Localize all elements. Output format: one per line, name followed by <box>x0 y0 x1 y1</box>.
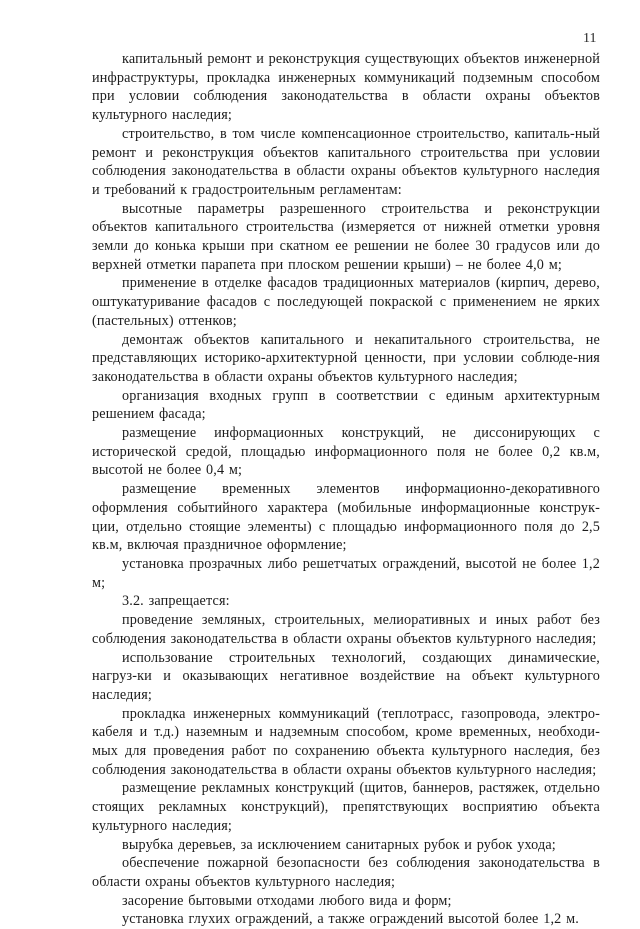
paragraph: размещение временных элементов информационно-декоративного оформления событийного характера (мобильные информационные конструк-ции, отдельно стоящие элементы) с площадью информационного поля до 2,5 кв.м, включая праздничное оформление; <box>92 481 600 554</box>
paragraph: капитальный ремонт и реконструкция существующих объектов инженерной инфраструктуры, прокладка инженерных коммуникаций подземным способом при условии соблюдения законодательства в области охраны объектов культурного наследия; <box>92 51 600 124</box>
page-number: 11 <box>583 31 597 46</box>
paragraph: использование строительных технологий, создающих динамические, нагруз-ки и оказывающих негативное воздействие на объект культурного наследия; <box>92 649 600 703</box>
document-body <box>92 50 600 929</box>
paragraph: проведение земляных, строительных, мелиоративных и иных работ без соблюдения законодательства в области охраны объектов культурного наследия; <box>92 612 600 647</box>
paragraph: размещение рекламных конструкций (щитов, баннеров, растяжек, отдельно стоящих рекламных конструкций), препятствующих восприятию объекта культурного наследия; <box>92 780 600 834</box>
paragraph: установка прозрачных либо решетчатых ограждений, высотой не более 1,2 м; <box>92 555 600 591</box>
paragraph: высотные параметры разрешенного строительства и реконструкции объектов капитального строительства (измеряется от нижней отметки уровня земли до конька крыши при скатном ее решении не более 30 градусов или до верхней отметки парапета при плоском решении крыши) – не более 4,0 м; <box>92 200 600 273</box>
paragraph: организация входных групп в соответствии с единым архитектурным решением фасада; <box>92 387 600 423</box>
paragraph: засорение бытовыми отходами любого вида и форм; <box>122 892 452 909</box>
paragraph: строительство, в том числе компенсационное строительство, капиталь-ный ремонт и реконструкция объектов капитального строительства при условии соблюдения законодательства в области охраны объектов культурного наследия и требований к градостроительным регламентам: <box>92 125 600 198</box>
paragraph: обеспечение пожарной безопасности без соблюдения законодательства в области охраны объектов культурного наследия; <box>92 855 600 890</box>
paragraph: применение в отделке фасадов традиционных материалов (кирпич, дерево, оштукатуривание фасадов с последующей покраской с применением не ярких (пастельных) оттенков; <box>92 275 600 329</box>
paragraph: установка глухих ограждений, а также ограждений высотой более 1,2 м. <box>122 911 579 928</box>
paragraph: вырубка деревьев, за исключением санитарных рубок и рубок ухода; <box>122 836 556 853</box>
paragraph: размещение информационных конструкций, не диссонирующих с исторической средой, площадью информационного поля не более 0,2 кв.м, высотой не более 0,4 м; <box>92 425 600 479</box>
paragraph: демонтаж объектов капитального и некапитального строительства, не представляющих историко-архитектурной ценности, при условии соблюде-ния законодательства в области охраны объектов культурного наследия; <box>92 331 600 385</box>
section-heading: 3.2. запрещается: <box>122 593 230 610</box>
paragraph: прокладка инженерных коммуникаций (теплотрасс, газопровода, электро-кабеля и т.д.) наземным и надземным способом, кроме временных, необходи-мых для проведения работ по сохранению объекта культурного наследия, без соблюдения законодательства в области охраны объектов культурного наследия; <box>92 705 600 778</box>
